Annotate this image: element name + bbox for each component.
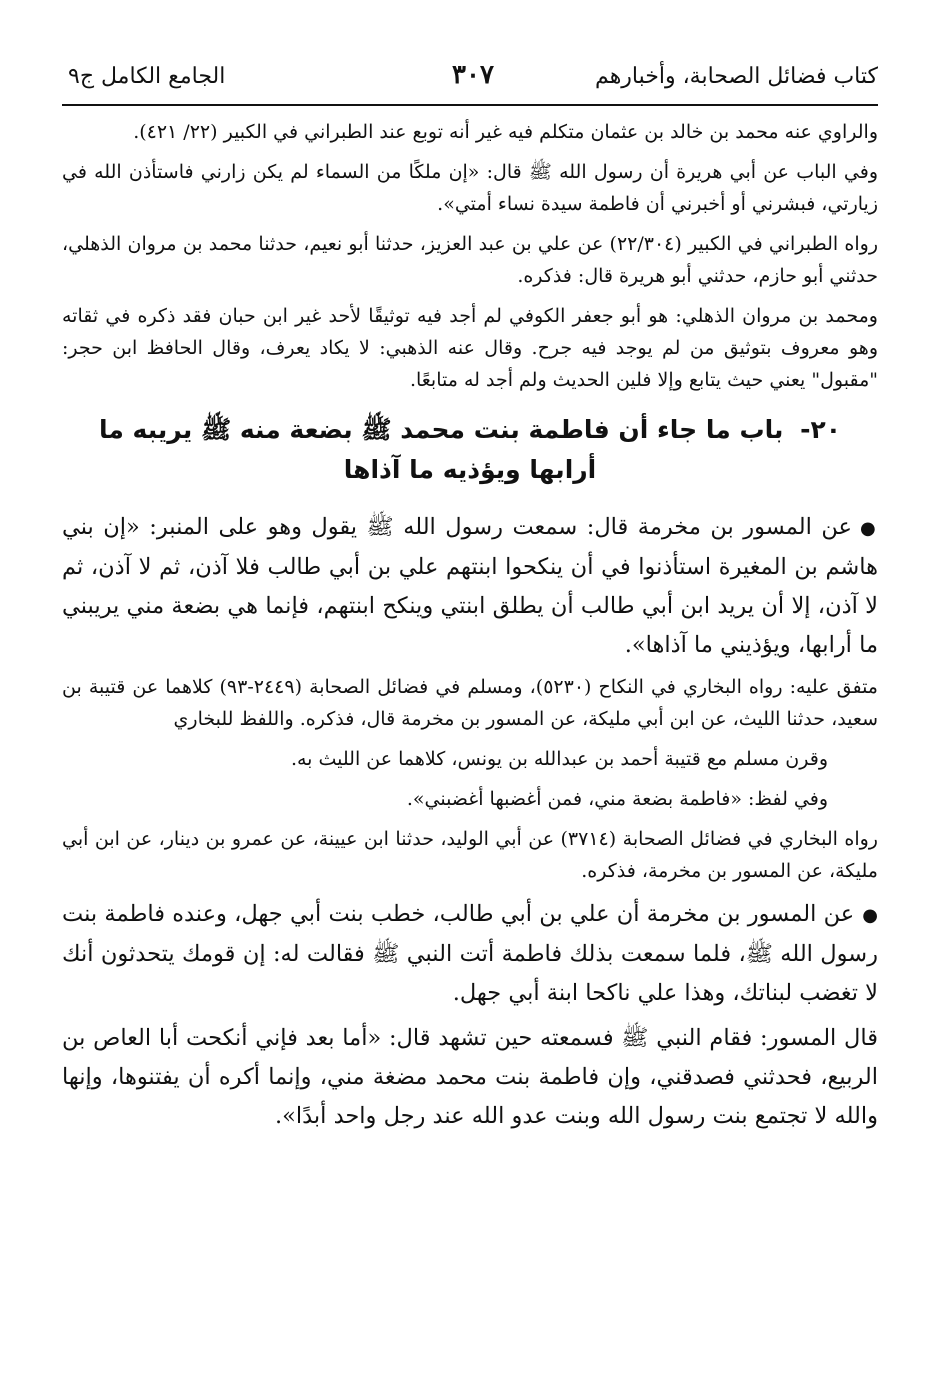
hadith-paragraph bbox=[62, 508, 878, 665]
section-title: باب ما جاء أن فاطمة بنت محمد ﷺ بضعة منه ﷺ يريبه ما أرابها ويؤذيه ما آذاها bbox=[98, 415, 784, 484]
paragraph: وقرن مسلم مع قتيبة أحمد بن عبدالله بن يونس، كلاهما عن الليث به. bbox=[290, 748, 828, 770]
volume-label: الجامع الكامل ج٩ bbox=[68, 64, 226, 89]
hadith-text: عن المسور بن مخرمة قال: سمعت رسول الله ﷺ يقول وهو على المنبر: «إن بني هاشم بن المغيرة استأذنوا في أن ينكحوا ابنتهم علي بن أبي طالب فلا آذن، ثم لا آذن، ثم لا آذن، إلا أن يريد ابن أبي طالب أن يطلق ابنتي وينكح ابنتهم، فإنما هي بضعة مني يريبني ما أرابها، ويؤذيني ما آذاها». bbox=[62, 514, 878, 658]
paragraph: والراوي عنه محمد بن خالد بن عثمان متكلم فيه غير أنه توبع عند الطبراني في الكبير (٢٢/ ٤٢١). bbox=[133, 121, 878, 143]
paragraph: متفق عليه: رواه البخاري في النكاح (٥٢٣٠)، ومسلم في فضائل الصحابة (٢٤٤٩-٩٣) كلاهما عن قتيبة بن سعيد، حدثنا الليث، عن ابن أبي مليكة، عن المسور بن مخرمة قال، فذكره. واللفظ للبخاري bbox=[62, 676, 878, 730]
bullet-icon: ● bbox=[862, 905, 878, 926]
paragraph: وفي لفظ: «فاطمة بضعة مني، فمن أغضبها أغضبني». bbox=[406, 788, 828, 810]
page-number: ٣٠٧ bbox=[452, 60, 494, 90]
bullet-icon: ● bbox=[859, 518, 878, 539]
paragraph: قال المسور: فقام النبي ﷺ فسمعته حين تشهد قال: «أما بعد فإني أنكحت أبا العاص بن الربيع، فحدثني فصدقني، وإن فاطمة بنت محمد مضغة مني، وإنما أكره أن يفتنوها، وإنها والله لا تجتمع بنت رسول الله وبنت عدو الله عند رجل واحد أبدًا». bbox=[62, 1025, 878, 1129]
paragraph: وفي الباب عن أبي هريرة أن رسول الله ﷺ قال: «إن ملكًا من السماء لم يكن زارني فاستأذن الله في زيارتي، فبشرني أو أخبرني أن فاطمة سيدة نساء أمتي». bbox=[62, 161, 878, 215]
section-heading bbox=[62, 410, 878, 490]
page-header bbox=[68, 60, 878, 104]
section-number: ٢٠- bbox=[800, 415, 841, 444]
paragraph: رواه البخاري في فضائل الصحابة (٣٧١٤) عن أبي الوليد، حدثنا ابن عيينة، عن عمرو بن دينار، عن ابن أبي مليكة، عن المسور بن مخرمة، فذكره. bbox=[62, 828, 878, 882]
paragraph: ومحمد بن مروان الذهلي: هو أبو جعفر الكوفي لم أجد فيه توثيقًا لأحد غير ابن حبان فقد ذكره في ثقاته وهو معروف بتوثيق من لم يوجد فيه جرح. وقال عنه الذهبي: لا يكاد يعرف، وقال الحافظ ابن حجر: "مقبول" يعني حيث يتابع وإلا فلين الحديث ولم أجد له متابعًا. bbox=[62, 305, 878, 391]
hadith-paragraph bbox=[62, 895, 878, 1013]
hadith-text: عن المسور بن مخرمة أن علي بن أبي طالب، خطب بنت أبي جهل، وعنده فاطمة بنت رسول الله ﷺ، فلما سمعت بذلك فاطمة أتت النبي ﷺ فقالت له: إن قومك يتحدثون أنك لا تغضب لبناتك، وهذا علي ناكحا ابنة أبي جهل. bbox=[62, 901, 878, 1006]
header-rule bbox=[62, 104, 878, 106]
running-title: كتاب فضائل الصحابة، وأخبارهم bbox=[595, 64, 878, 89]
page-body bbox=[62, 116, 878, 1142]
paragraph: رواه الطبراني في الكبير (٢٢/٣٠٤) عن علي بن عبد العزيز، حدثنا أبو نعيم، حدثنا محمد بن مروان الذهلي، حدثني أبو حازم، حدثني أبو هريرة قال: فذكره. bbox=[62, 233, 878, 287]
